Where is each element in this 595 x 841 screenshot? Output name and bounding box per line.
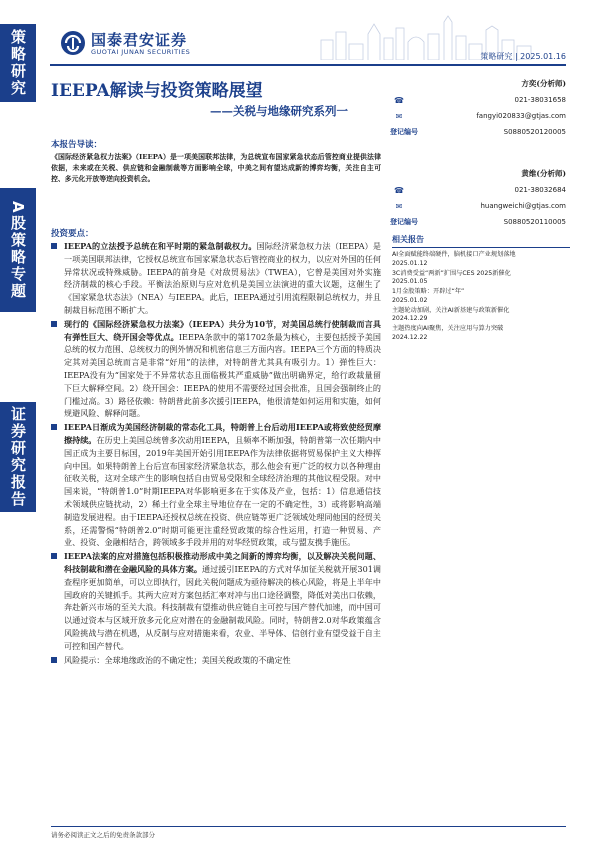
- report-category-date: 策略研究 | 2025.01.16: [480, 52, 566, 61]
- page-subtitle: ——关税与地缘研究系列一: [210, 104, 348, 118]
- authors-panel: [390, 78, 566, 242]
- investment-point: [51, 421, 381, 549]
- related-report-date: 2025.01.05: [392, 278, 428, 285]
- sidebar-label-category: 策略研究: [9, 29, 27, 97]
- related-report-title[interactable]: 3C消费受益“两新”扩围与CES 2025新催化: [392, 269, 511, 277]
- sidebar-label-type: 证券研究报告: [9, 406, 27, 508]
- investment-point: [51, 550, 381, 652]
- related-report-date: 2024.12.29: [392, 315, 428, 322]
- related-report-date: 2025.01.02: [392, 296, 428, 304]
- investment-point: [51, 318, 381, 420]
- related-report-item[interactable]: [392, 325, 570, 342]
- author-card: [390, 78, 566, 152]
- bullet-square-icon: [51, 243, 57, 249]
- related-report-item[interactable]: [392, 307, 570, 324]
- author-name: 黄维(分析师): [521, 169, 566, 178]
- author-email[interactable]: huangweichi@gtjas.com: [480, 202, 566, 210]
- related-reports-title: 相关报告: [392, 234, 570, 248]
- sidebar: [0, 0, 36, 841]
- point-headline: 现行的《国际经济紧急权力法案》（IEEPA）共分为10节，对美国总统行使制裁而言具有弹性巨大、绕开国会等优点。: [64, 318, 381, 342]
- related-report-title[interactable]: 主题轮动加剧，关注AI新基建与政策新催化: [392, 306, 510, 314]
- author-email[interactable]: fangyi020833@gtjas.com: [476, 112, 566, 120]
- related-report-date: 2024.12.22: [392, 333, 428, 341]
- related-report-date: 2025.01.12: [392, 259, 428, 267]
- page-header: [36, 0, 595, 66]
- investment-point: [51, 654, 381, 667]
- investment-points-heading: 投资要点：: [51, 229, 94, 239]
- guide-summary: 《国际经济紧急权力法案》（IEEPA）是一项美国联邦法律，为总统宣布国家紧急状态后管控商业提供法律依据，未来或在关税、供应链和金融制裁等方面影响全球，中美之间有望达成新的博弈均衡，关注自主可控、多元化开放等逆向投资机会。: [51, 153, 381, 183]
- registration-label: 登记编号: [390, 128, 418, 136]
- related-report-item[interactable]: [392, 288, 570, 305]
- phone-icon: ☎: [394, 95, 404, 105]
- bullet-square-icon: [51, 321, 57, 327]
- related-report-title[interactable]: AI全面赋能终端硬件，脑机接口产业规划落地: [392, 251, 516, 258]
- page-title: IEEPA解读与投资策略展望: [51, 81, 263, 101]
- risk-warning: 风险提示：全球地缘政治的不确定性；美国关税政策的不确定性: [64, 654, 291, 665]
- author-phone: 021-38031658: [514, 96, 566, 104]
- bullet-square-icon: [51, 657, 57, 663]
- guide-heading: 本报告导读：: [51, 140, 103, 150]
- disclaimer-note: 请务必阅读正文之后的免责条款部分: [51, 831, 155, 839]
- author-name: 方奕(分析师): [521, 79, 566, 88]
- related-report-title[interactable]: 1月金股策略：开辟过“年”: [392, 288, 465, 295]
- author-phone: 021-38032684: [514, 186, 566, 194]
- investment-point: [51, 240, 381, 317]
- point-body: IEEPA条款中的第1702条最为核心，主要包括授予美国总统的权力范围、总统权力的例外情况和机密信息三方面内容。IEEPA三个方面的特质决定其对美国总统而言是非常“好用”的法律，对特朗普尤其具有吸引力。1）弹性巨大：IEEPA没有为“国家处于不异常状态且面临极其严重威胁”做出明确界定，给行政裁量留下巨大解释空间。2）绕开国会：IEEPA的使用不需要经过国会批准，且国会强制终止的门槛过高。3）路径依赖：特朗普此前多次援引IEEPA，他很清楚如何运用和实施，如何规避风险、解释问题。: [64, 331, 381, 419]
- footer-divider: [51, 826, 566, 827]
- point-body: 通过援引IEEPA的方式对华加征关税就开展301调查程序更加简单，可以立即执行，因此关税问题成为亟待解决的核心风险，将是上半年中国政府的关键抓手。其两大应对方案包括汇率对冲与出口途径调整，降低对美出口依赖，奔赴新兴市场的至关大浪。科技制裁有望推动供应链自主可控与国产替代加速，而中国可以通过资本与区域开放多元化应对潜在的金融制裁风险。同时，特朗普2.0对华政策蕴含风险挑战与潜在机遇，从反制与应对措施来看，农业、半导体、信创行业有望受益于自主可控和国产替代。: [64, 563, 381, 651]
- sidebar-label-topic: A股策略专题: [9, 200, 27, 300]
- bullet-square-icon: [51, 424, 57, 430]
- email-icon: ✉: [395, 111, 403, 121]
- related-report-title[interactable]: 主题热度向AI聚焦，关注应用与算力突破: [392, 325, 504, 332]
- point-headline: IEEPA日渐成为美国经济制裁的常态化工具，特朗普上台后动用IEEPA或将致使经贸摩擦持续。: [64, 422, 381, 445]
- company-name: 国泰君安证券: [91, 31, 188, 49]
- phone-icon: ☎: [394, 185, 404, 195]
- email-icon: ✉: [395, 201, 403, 211]
- point-body: 国际经济紧急权力法（IEEPA）是一项美国联邦法律，它授权总统宣布国家紧急状态后管控商业的权力，以应对外国的任何异常状况或特殊威胁。IEEPA的前身是《对敌贸易法》（TWEA），它曾是美国对外实施经济制裁的核心手段。平衡法治原则与应对危机是美国立法演进的重大议题，这催生了《国家紧急状态法》（NEA）与IEEPA。此后，IEEPA通过引用流程限制总统权力，并且制裁目标范围不断扩大。: [64, 241, 382, 315]
- registration-label: 登记编号: [390, 218, 418, 226]
- author-card: [390, 168, 566, 242]
- header-divider: [50, 64, 566, 66]
- point-headline: IEEPA法案的应对措施包括积极推动形成中美之间新的博弈均衡，以及解决关税问题、科技制裁和潜在金融风险的具体方案。: [64, 551, 381, 574]
- company-logo-icon: [60, 30, 86, 56]
- registration-number: S0880520120005: [503, 128, 566, 136]
- bullet-square-icon: [51, 553, 57, 559]
- point-body: 在历史上美国总统曾多次动用IEEPA，且频率不断加强，特朗普第一次任期内中国正成为主要目标国，2019年美国开始引用IEEPA作为法律依据将贸易保护主义大棒挥向中国。如果特朗普上台后宣布国家经济紧急状态，那么他会有更广泛的权力以各种理由征收关税，这对全球产生的影响包括自由贸易受限和全球经济治理的其他议程受限。对中国来说，“特朗普1.0”时期IEEPA对华影响更多在于实体及产业，包括：1）信息通信技术领域供应链扰动，2）稀土行业全球主导地位存在一定的不确定性，3）或将影响高端制造发展进程。由于IEEPA还授权总统在投资、供应链等更广泛领域处理同他国的经贸关系，还需警惕“特朗普2.0”时期可能更注重经贸政策的综合性运用，打造一种贸易、产业、投资、金融相结合，跨领域多手段并用的对华经贸政策，或与盟友携手施压。: [64, 434, 381, 548]
- point-headline: IEEPA的立法授予总统在和平时期的紧急制裁权力。: [64, 241, 257, 251]
- related-report-item[interactable]: [392, 270, 570, 287]
- registration-number: S0880520110005: [503, 218, 566, 226]
- related-reports: [392, 234, 570, 344]
- related-report-item[interactable]: [392, 251, 570, 268]
- company-name-en: GUOTAI JUNAN SECURITIES: [91, 48, 191, 56]
- investment-points-list: [51, 240, 381, 667]
